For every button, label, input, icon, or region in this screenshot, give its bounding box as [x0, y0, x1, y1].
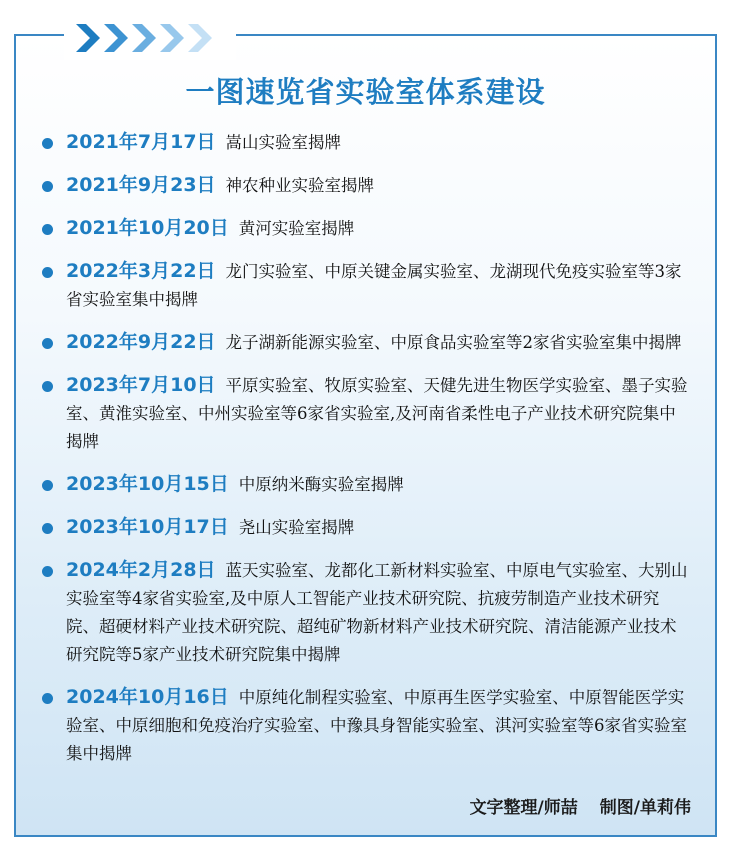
item-paragraph	[66, 683, 692, 768]
chevron-banner	[64, 16, 236, 60]
item-paragraph	[66, 513, 692, 542]
item-date: 2022年9月22日	[66, 331, 216, 353]
item-paragraph	[66, 328, 692, 357]
item-date: 2024年2月28日	[66, 559, 216, 581]
item-paragraph	[66, 257, 692, 314]
item-date: 2023年10月15日	[66, 473, 229, 495]
chevrons-icon	[74, 22, 224, 54]
item-paragraph	[66, 171, 692, 200]
list-item	[42, 513, 692, 542]
item-date: 2024年10月16日	[66, 686, 229, 708]
item-paragraph	[66, 371, 692, 456]
bullet-icon	[42, 381, 53, 392]
bullet-icon	[42, 181, 53, 192]
bullet-icon	[42, 480, 53, 491]
bullet-icon	[42, 267, 53, 278]
bullet-icon	[42, 523, 53, 534]
text-credit: 文字整理/师喆	[469, 798, 578, 818]
item-text: 蓝天实验室、龙都化工新材料实验室、中原电气实验室、大别山实验室等4家省实验室,及中原人工智能产业技术研究院、抗疲劳制造产业技术研究院、超硬材料产业技术研究院、超纯矿物新材料产业技术研究院、清洁能源产业技术研究院等5家产业技术研究院集中揭牌	[66, 561, 688, 664]
item-text: 中原纳米酶实验室揭牌	[238, 475, 404, 494]
bullet-icon	[42, 138, 53, 149]
list-item	[42, 171, 692, 200]
item-text: 黄河实验室揭牌	[238, 219, 355, 238]
item-text: 龙子湖新能源实验室、中原食品实验室等2家省实验室集中揭牌	[225, 333, 682, 352]
item-text: 嵩山实验室揭牌	[225, 133, 342, 152]
item-text: 平原实验室、牧原实验室、天健先进生物医学实验室、墨子实验室、黄淮实验室、中州实验室等6家省实验室,及河南省柔性电子产业技术研究院集中揭牌	[66, 376, 688, 451]
list-item	[42, 128, 692, 157]
item-date: 2021年7月17日	[66, 131, 216, 153]
item-text: 尧山实验室揭牌	[238, 518, 355, 537]
design-credit: 制图/单莉伟	[599, 798, 691, 818]
item-paragraph	[66, 128, 692, 157]
item-date: 2021年9月23日	[66, 174, 216, 196]
item-date: 2023年10月17日	[66, 516, 229, 538]
item-paragraph	[66, 214, 692, 243]
item-text: 中原纯化制程实验室、中原再生医学实验室、中原智能医学实验室、中原细胞和免疫治疗实验室、中豫具身智能实验室、淇河实验室等6家省实验室集中揭牌	[66, 688, 687, 763]
page-title: 一图速览省实验室体系建设	[185, 75, 546, 109]
item-paragraph	[66, 556, 692, 669]
list-item	[42, 371, 692, 456]
item-date: 2023年7月10日	[66, 374, 216, 396]
list-item	[42, 214, 692, 243]
bullet-icon	[42, 693, 53, 704]
item-date: 2021年10月20日	[66, 217, 229, 239]
bullet-icon	[42, 566, 53, 577]
item-paragraph	[66, 470, 692, 499]
credits	[470, 793, 691, 818]
list-item	[42, 470, 692, 499]
list-item	[42, 683, 692, 768]
list-item	[42, 328, 692, 357]
item-text: 神农种业实验室揭牌	[225, 176, 375, 195]
item-date: 2022年3月22日	[66, 260, 216, 282]
bullet-icon	[42, 338, 53, 349]
item-text: 龙门实验室、中原关键金属实验室、龙湖现代免疫实验室等3家省实验室集中揭牌	[66, 262, 682, 309]
milestone-list	[42, 128, 692, 782]
list-item	[42, 556, 692, 669]
list-item	[42, 257, 692, 314]
bullet-icon	[42, 224, 53, 235]
